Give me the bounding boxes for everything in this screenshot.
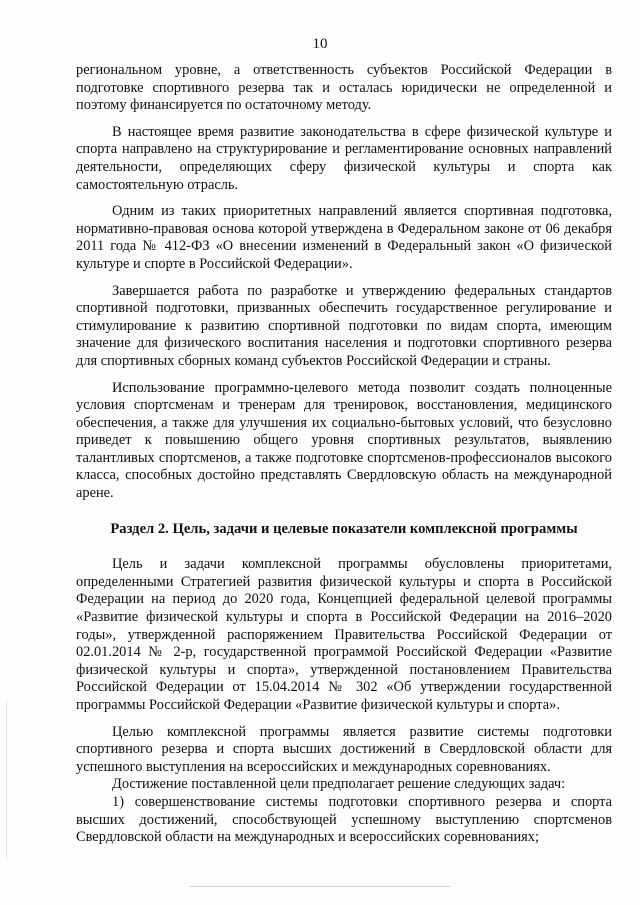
paragraph: Достижение поставленной цели предполагает решение следующих задач: xyxy=(112,776,566,793)
page-number: 10 xyxy=(312,36,328,52)
paragraph: Целью комплексной программы является развитие системы подготовки спортивного резерва и спорта высших достижений в Свердловской области для успешного выступления на всероссийских и международных соревнованиях. xyxy=(76,723,612,775)
scan-margin-mark xyxy=(6,700,7,860)
paragraph: В настоящее время развитие законодательства в сфере физической культуре и спорта направлено на структурирование и регламентирование основных направлений деятельности, определяющих сферу физической культуры и спорта как самостоятельную отрасль. xyxy=(76,123,612,193)
section-heading: Раздел 2. Цель, задачи и целевые показатели комплексной программы xyxy=(110,520,578,537)
paragraph: Завершается работа по разработке и утверждению федеральных стандартов спортивной подготовки, призванных обеспечить государственное регулирование и стимулирование к развитию спортивной подготовки по видам спорта, имеющим значение для физического воспитания населения и подготовки спортивного резерва для спортивных сборных команд субъектов Российской Федерации и страны. xyxy=(76,282,612,369)
list-item: 1) совершенствование системы подготовки спортивного резерва и спорта высших достижений, способствующей успешному выступлению спортсменов Свердловской области на международных и всероссийских соревнованиях; xyxy=(76,793,612,846)
document-body xyxy=(76,62,612,847)
paragraph: Одним из таких приоритетных направлений является спортивная подготовка, нормативно-правовая основа которой утверждена в Федеральном законе от 06 декабря 2011 года № 412-ФЗ «О внесении изменений в Федеральный закон «О физической культуре и спорте в Российской Федерации». xyxy=(76,203,612,272)
scan-bottom-rule xyxy=(190,886,450,887)
paragraph: Цель и задачи комплексной программы обусловлены приоритетами, определенными Стратегией развития физической культуры и спорта в Российской Федерации на период до 2020 года, Концепцией федеральной целевой программы «Развитие физической культуры и спорта в Российской Федерации на 2016–2020 годы», утвержденной распоряжением Правительства Российской Федерации от 02.01.2014 № 2-р, государственной программой Российской Федерации «Развитие физической культуры и спорта», утвержденной постановлением Правительства Российской Федерации от 15.04.2014 № 302 «Об утверждении государственной программы Российской Федерации «Развитие физической культуры и спорта». xyxy=(76,556,612,713)
paragraph: Использование программно-целевого метода позволит создать полноценные условия спортсменам и тренерам для тренировок, восстановления, медицинского обеспечения, а также для улучшения их социально-бытовых условий, что безусловно приведет к повышению общего уровня спортивных результатов, выявлению талантливых спортсменов, а также подготовке спортсменов-профессионалов высокого класса, способных достойно представлять Свердловскую область на международной арене. xyxy=(76,379,612,502)
paragraph: региональном уровне, а ответственность субъектов Российской Федерации в подготовке спортивного резерва так и осталась юридически не определенной и поэтому финансируется по остаточному методу. xyxy=(76,62,612,114)
